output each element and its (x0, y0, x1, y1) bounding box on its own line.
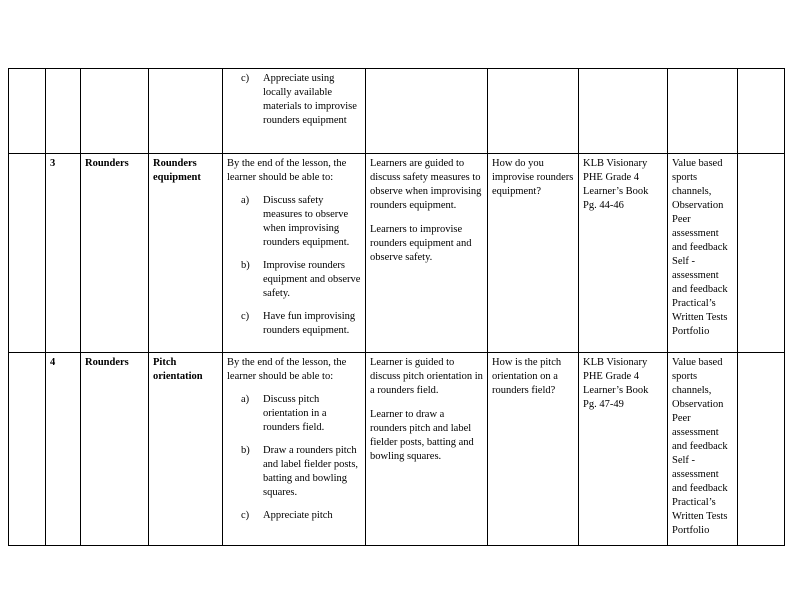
cell-assessment (668, 154, 738, 353)
outcome-item-label: a) (241, 195, 250, 206)
experience-paragraph: Learner to draw a rounders pitch and label fielder posts, batting and bowling squares. (370, 409, 474, 462)
outcomes-intro: By the end of the lesson, the learner should be able to: (227, 158, 347, 183)
cell-inquiry (488, 353, 579, 546)
outcome-item-text: Appreciate using locally available materials to improvise rounders equipment (263, 73, 357, 126)
cell-strand (81, 69, 149, 154)
outcome-item (227, 72, 361, 128)
outcome-item (227, 509, 361, 523)
cell-substrand: Pitch orientation (149, 353, 223, 546)
outcome-item (227, 393, 361, 435)
assessment-text: Value based sports channels, Observation Peer assessment and feedback Self - assessment and feedback Practical’s Written Tests Portfolio (672, 158, 728, 337)
outcome-item-text: Improvise rounders equipment and observe safety. (263, 260, 361, 299)
experience-paragraph: Learner is guided to discuss pitch orientation in a rounders field. (370, 357, 483, 396)
cell-week (9, 353, 46, 546)
cell-remarks (738, 69, 785, 154)
cell-assessment (668, 353, 738, 546)
cell-lesson (46, 69, 81, 154)
table-row (9, 69, 785, 154)
inquiry-question: How do you improvise rounders equipment? (492, 158, 574, 197)
outcome-item-label: c) (241, 510, 250, 521)
cell-week (9, 154, 46, 353)
outcome-item-label: c) (241, 73, 250, 84)
cell-outcomes (223, 69, 366, 154)
cell-experiences (366, 154, 488, 353)
cell-week (9, 69, 46, 154)
cell-remarks (738, 353, 785, 546)
resources-text: KLB Visionary PHE Grade 4 Learner’s Book Pg. 47-49 (583, 357, 649, 410)
cell-lesson: 4 (46, 353, 81, 546)
table-row (9, 154, 785, 353)
cell-substrand (149, 69, 223, 154)
cell-resources (579, 353, 668, 546)
cell-substrand: Rounders equipment (149, 154, 223, 353)
experience-paragraph: Learners are guided to discuss safety measures to observe when improvising rounders equipment. (370, 158, 482, 211)
cell-outcomes (223, 154, 366, 353)
cell-strand: Rounders (81, 154, 149, 353)
cell-remarks (738, 154, 785, 353)
outcome-item-label: b) (241, 260, 250, 271)
inquiry-question: How is the pitch orientation on a rounders field? (492, 357, 562, 396)
outcome-item (227, 444, 361, 500)
outcome-item-text: Discuss pitch orientation in a rounders field. (263, 394, 327, 433)
cell-resources (579, 69, 668, 154)
outcome-item-text: Draw a rounders pitch and label fielder posts, batting and bowling squares. (263, 445, 359, 498)
outcome-item-label: c) (241, 311, 250, 322)
outcomes-intro: By the end of the lesson, the learner should be able to: (227, 357, 347, 382)
outcome-item-text: Appreciate pitch (263, 510, 333, 521)
cell-experiences (366, 353, 488, 546)
cell-inquiry (488, 154, 579, 353)
cell-strand: Rounders (81, 353, 149, 546)
outcome-item-label: b) (241, 445, 250, 456)
outcome-item (227, 259, 361, 301)
outcome-item-text: Discuss safety measures to observe when improvising rounders equipment. (263, 195, 350, 248)
cell-resources (579, 154, 668, 353)
table-row (9, 353, 785, 546)
outcome-item (227, 194, 361, 250)
cell-outcomes (223, 353, 366, 546)
outcome-item (227, 310, 361, 338)
cell-assessment (668, 69, 738, 154)
cell-inquiry (488, 69, 579, 154)
outcome-item-text: Have fun improvising rounders equipment. (263, 311, 356, 336)
experience-paragraph: Learners to improvise rounders equipment and observe safety. (370, 224, 472, 263)
outcome-item-label: a) (241, 394, 250, 405)
cell-lesson: 3 (46, 154, 81, 353)
scheme-of-work-table (8, 68, 785, 546)
cell-experiences (366, 69, 488, 154)
assessment-text: Value based sports channels, Observation Peer assessment and feedback Self - assessment and feedback Practical’s Written Tests Portfolio (672, 357, 728, 536)
resources-text: KLB Visionary PHE Grade 4 Learner’s Book Pg. 44-46 (583, 158, 649, 211)
